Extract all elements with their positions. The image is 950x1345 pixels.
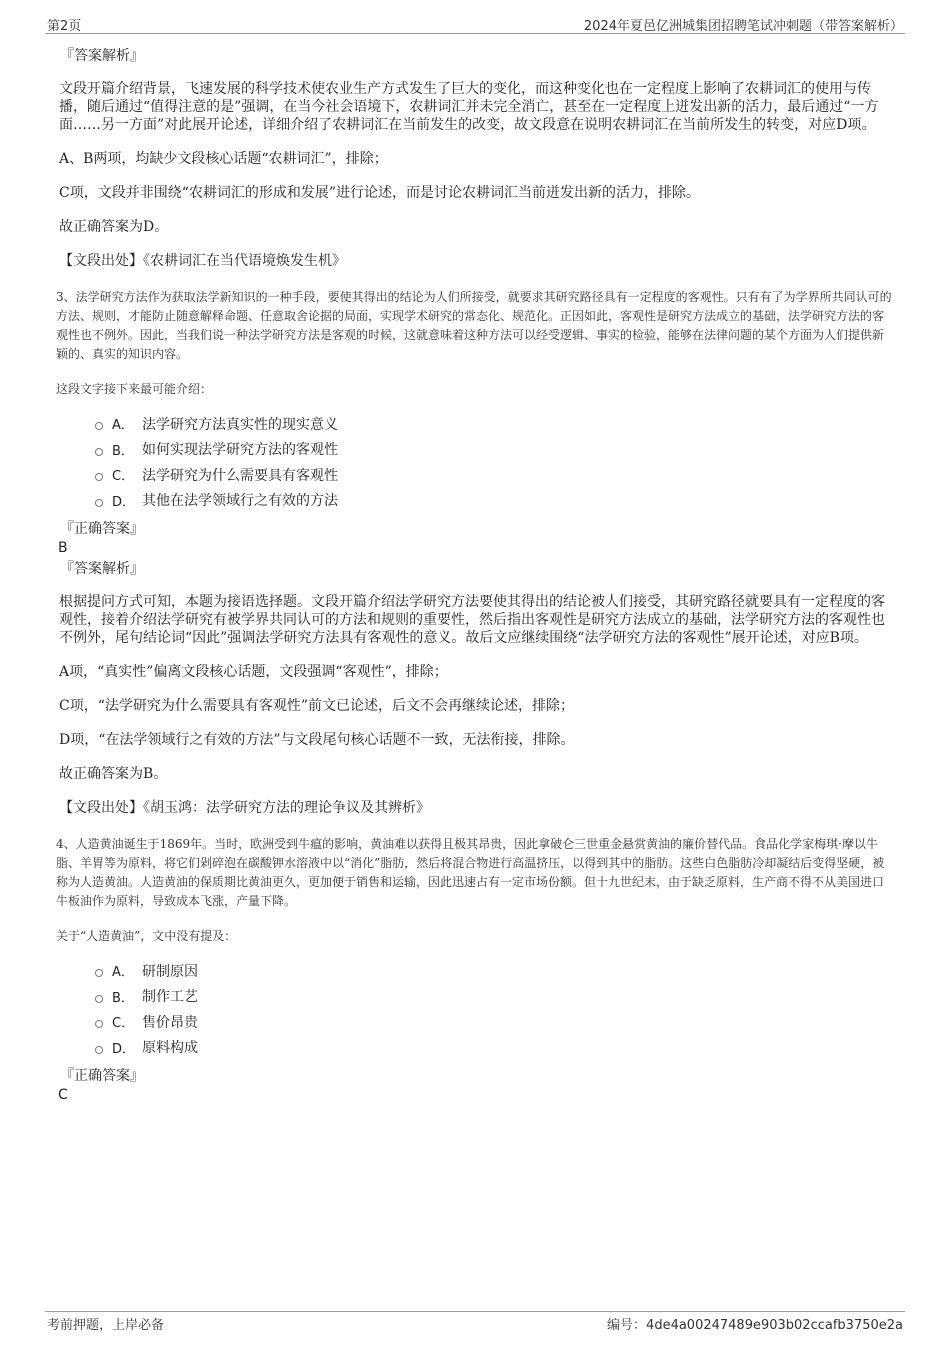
q3-options	[57, 411, 893, 513]
radio-icon[interactable]	[95, 969, 103, 977]
q3-analysis: 根据提问方式可知，本题为接语选择题。文段开篇介绍法学研究方法要使其得出的结论被人们接受，其研究路径就要具有一定程度的客观性，接着介绍法学研究有被学界共同认可的方法和规则的重要性，然后指出客观性是研究方法成立的基础，法学研究方法的客观性也不例外，尾句结论词“因此”强调法学研究方法具有客观性的意义。故后文应继续围绕“法学研究方法的客观性”展开论述，对应B项。	[59, 594, 885, 646]
radio-icon[interactable]	[95, 473, 103, 481]
footer-slogan: 考前押题，上岸必备	[47, 1318, 165, 1333]
q2-analysis-label: 『答案解析』	[60, 48, 144, 64]
header-divider	[45, 33, 905, 34]
q4-answer: C	[58, 1087, 68, 1103]
q3-option-b[interactable]: B． 如何实现法学研究方法的客观性	[95, 437, 893, 463]
q3-answer: B	[58, 540, 68, 556]
q4-answer-label: 『正确答案』	[60, 1068, 144, 1084]
radio-icon[interactable]	[95, 499, 103, 507]
radio-icon[interactable]	[95, 995, 103, 1003]
radio-icon[interactable]	[95, 1046, 103, 1054]
q2-source: 【文段出处】《农耕词汇在当代语境焕发生机》	[59, 253, 346, 269]
q3-option-a[interactable]: A． 法学研究方法真实性的现实意义	[95, 411, 893, 437]
q4-option-a[interactable]: A． 研制原因	[95, 958, 893, 984]
page-content	[57, 46, 893, 1104]
footer-divider	[45, 1311, 905, 1312]
q4-stem: 4、人造黄油诞生于1869年。当时，欧洲受到牛瘟的影响，黄油难以获得且极其昂贵，因此拿破仑三世重金悬赏黄油的廉价替代品。食品化学家梅琪·摩以牛脂、羊胃等为原料，将它们剁碎泡在碳酸钾水溶液中以“消化”脂肪，然后将混合物进行高温挤压，以得到其中的脂肪。这些白色脂肪冷却凝结后变得坚硬，被称为人造黄油。人造黄油的保质期比黄油更久，更加便于销售和运输，因此迅速占有一定市场份额。但十九世纪末，由于缺乏原料，生产商不得不从美国进口牛板油作为原料，导致成本飞涨，产量下降。	[56, 837, 885, 908]
q2-conclusion: 故正确答案为D。	[59, 219, 169, 235]
q4-options	[57, 958, 893, 1060]
q4-option-d[interactable]: D． 原料构成	[95, 1035, 893, 1061]
q3-analysis-c: C项，“法学研究为什么需要具有客观性”前文已论述，后文不会再继续论述，排除；	[59, 698, 575, 714]
q3-source: 【文段出处】《胡玉鸿：法学研究方法的理论争议及其辨析》	[59, 800, 430, 816]
document-code: 编号：4de4a00247489e903b02ccafb3750e2a	[607, 1318, 903, 1333]
q3-stem: 3、法学研究方法作为获取法学新知识的一种手段，要使其得出的结论为人们所接受，就要求其研究路径具有一定程度的客观性。只有有了为学界所共同认可的方法、规则，才能防止随意解释命题、任意取舍论据的局面，实现学术研究的常态化、规范化。正因如此，客观性是研究方法成立的基础，法学研究方法的客观性也不例外。因此，当我们说一种法学研究方法是客观的时候，这就意味着这种方法可以经受逻辑、事实的检验，能够在法律问题的某个方面为人们提供新颖的、真实的知识内容。	[56, 290, 892, 361]
document-title: 2024年夏邑亿洲城集团招聘笔试冲刺题（带答案解析）	[583, 19, 903, 34]
page-number: 第2页	[47, 19, 82, 34]
q4-option-b[interactable]: B． 制作工艺	[95, 984, 893, 1010]
q2-analysis-c: C项，文段并非围绕“农耕词汇的形成和发展”进行论述，而是讨论农耕词汇当前迸发出新的活力，排除。	[59, 185, 701, 201]
q3-analysis-a: A项，“真实性”偏离文段核心话题，文段强调“客观性”，排除；	[59, 664, 448, 680]
q2-analysis: 文段开篇介绍背景，飞速发展的科学技术使农业生产方式发生了巨大的变化，而这种变化也在一定程度上影响了农耕词汇的使用与传播，随后通过“值得注意的是”强调，在当今社会语境下，农耕词汇并未完全消亡，甚至在一定程度上迸发出新的活力，最后通过“一方面……另一方面”对此展开论述，详细介绍了农耕词汇在当前发生的改变，故文段意在说明农耕词汇在当前所发生的转变，对应D项。	[59, 81, 879, 133]
q3-option-c[interactable]: C． 法学研究为什么需要具有客观性	[95, 462, 893, 488]
q3-answer-label: 『正确答案』	[60, 521, 144, 537]
q4-question: 关于“人造黄油”，文中没有提及：	[56, 929, 237, 943]
radio-icon[interactable]	[95, 422, 103, 430]
q3-analysis-label: 『答案解析』	[60, 561, 144, 577]
q3-question: 这段文字接下来最可能介绍：	[56, 382, 213, 396]
q2-analysis-ab: A、B两项，均缺少文段核心话题“农耕词汇”，排除；	[59, 151, 388, 167]
q3-option-d[interactable]: D． 其他在法学领域行之有效的方法	[95, 488, 893, 514]
q3-analysis-d: D项，“在法学领域行之有效的方法”与文段尾句核心话题不一致，无法衔接，排除。	[59, 732, 575, 748]
q3-conclusion: 故正确答案为B。	[59, 766, 168, 782]
q4-option-c[interactable]: C． 售价昂贵	[95, 1009, 893, 1035]
radio-icon[interactable]	[95, 448, 103, 456]
radio-icon[interactable]	[95, 1020, 103, 1028]
